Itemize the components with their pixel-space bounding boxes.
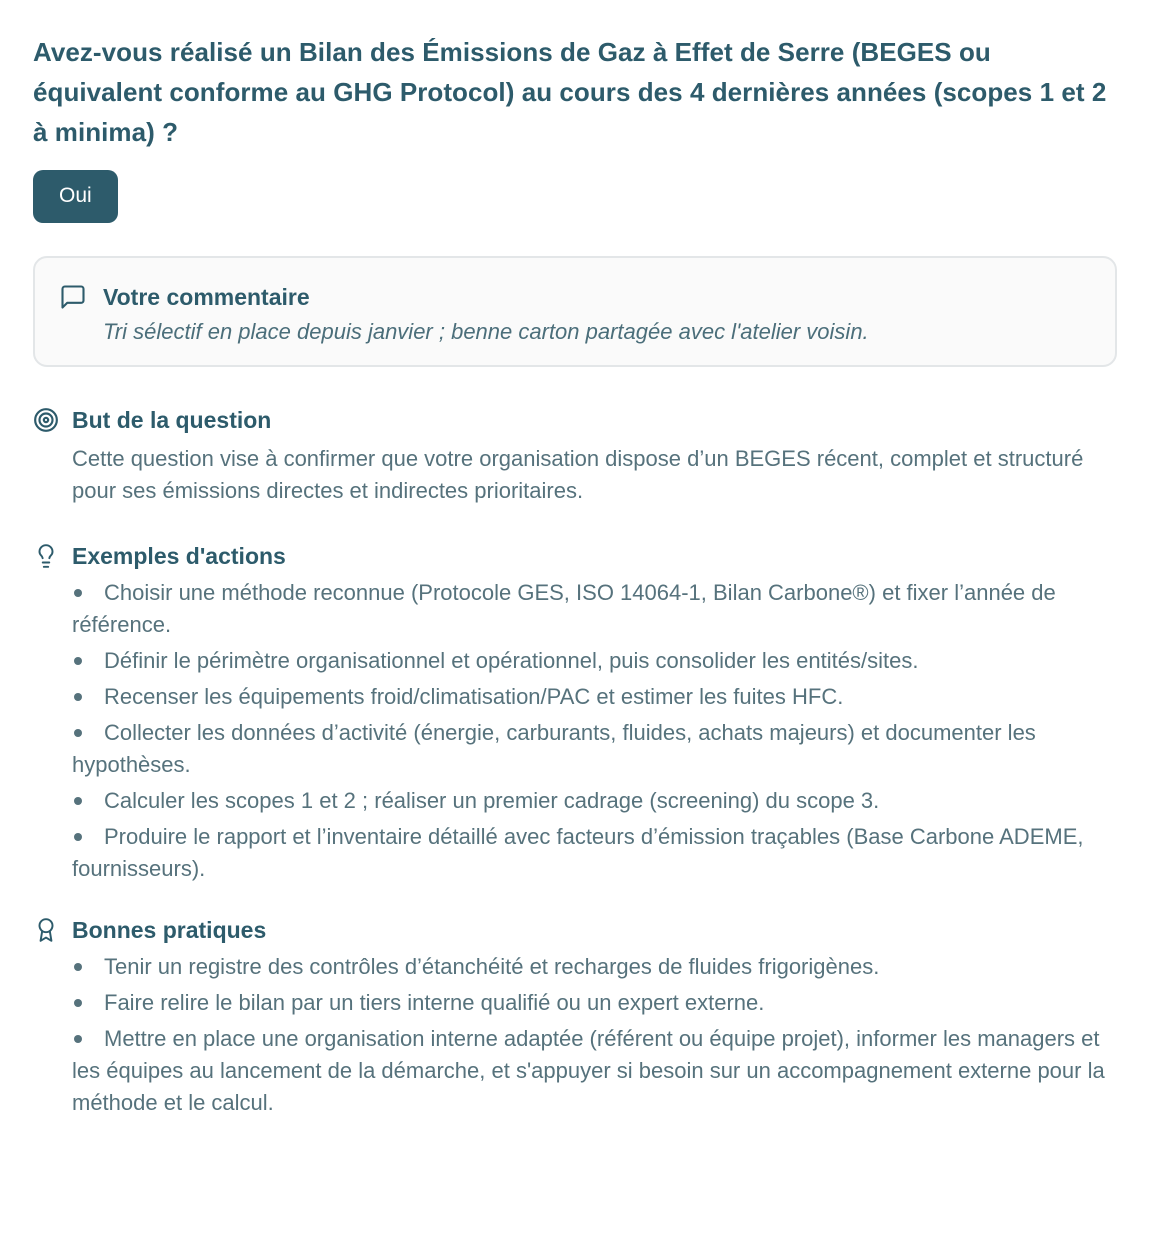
list-item-text: Collecter les données d’activité (énergie, carburants, fluides, achats majeurs) et documenter les hypothèses. — [72, 720, 1036, 777]
list-item-text: Calculer les scopes 1 et 2 ; réaliser un premier cadrage (screening) du scope 3. — [104, 788, 880, 813]
list-item-text: Définir le périmètre organisationnel et opérationnel, puis consolider les entités/sites. — [104, 648, 919, 673]
list-item — [72, 1023, 1117, 1119]
list-item-text: Mettre en place une organisation interne adaptée (référent ou équipe projet), informer les managers et les équipes au lancement de la démarche, et s'appuyer si besoin sur un accompagnement externe pour la méthode et le calcul. — [72, 1026, 1105, 1115]
message-square-icon — [59, 283, 87, 311]
list-item — [72, 785, 1117, 817]
question-title: Avez-vous réalisé un Bilan des Émissions de Gaz à Effet de Serre (BEGES ou équivalent conforme au GHG Protocol) au cours des 4 dernières années (scopes 1 et 2 à minima) ? — [33, 37, 1107, 147]
bullet-icon — [74, 999, 82, 1007]
lightbulb-icon — [33, 542, 59, 570]
actions-section — [33, 541, 1117, 885]
comment-label: Votre commentaire — [103, 284, 310, 310]
list-item — [72, 951, 1117, 983]
bullet-icon — [74, 797, 82, 805]
bullet-icon — [74, 589, 82, 597]
bullet-icon — [74, 729, 82, 737]
bullet-icon — [74, 693, 82, 701]
list-item-text: Faire relire le bilan par un tiers interne qualifié ou un expert externe. — [104, 990, 765, 1015]
award-icon — [33, 916, 59, 944]
purpose-text: Cette question vise à confirmer que votre organisation dispose d’un BEGES récent, complet et structuré pour ses émissions directes et indirectes prioritaires. — [72, 446, 1084, 503]
actions-title: Exemples d'actions — [72, 543, 286, 569]
bullet-icon — [74, 963, 82, 971]
list-item — [72, 645, 1117, 677]
target-icon — [33, 406, 59, 434]
comment-box — [33, 256, 1117, 367]
list-item — [72, 681, 1117, 713]
list-item — [72, 987, 1117, 1019]
list-item — [72, 821, 1117, 885]
practices-title: Bonnes pratiques — [72, 917, 267, 943]
comment-text: Tri sélectif en place depuis janvier ; benne carton partagée avec l'atelier voisin. — [103, 319, 869, 344]
answer-oui-button[interactable]: Oui — [33, 170, 118, 223]
list-item — [72, 717, 1117, 781]
list-item-text: Choisir une méthode reconnue (Protocole GES, ISO 14064-1, Bilan Carbone®) et fixer l’année de référence. — [72, 580, 1056, 637]
list-item — [72, 577, 1117, 641]
list-item-text: Produire le rapport et l’inventaire détaillé avec facteurs d’émission traçables (Base Carbone ADEME, fournisseurs). — [72, 824, 1084, 881]
practices-section — [33, 915, 1117, 1119]
list-item-text: Tenir un registre des contrôles d’étanchéité et recharges de fluides frigorigènes. — [104, 954, 880, 979]
bullet-icon — [74, 833, 82, 841]
purpose-title: But de la question — [72, 407, 272, 433]
list-item-text: Recenser les équipements froid/climatisation/PAC et estimer les fuites HFC. — [104, 684, 844, 709]
bullet-icon — [74, 1035, 82, 1043]
practices-list — [72, 951, 1117, 1119]
actions-list — [72, 577, 1117, 885]
bullet-icon — [74, 657, 82, 665]
purpose-section — [33, 405, 1117, 507]
